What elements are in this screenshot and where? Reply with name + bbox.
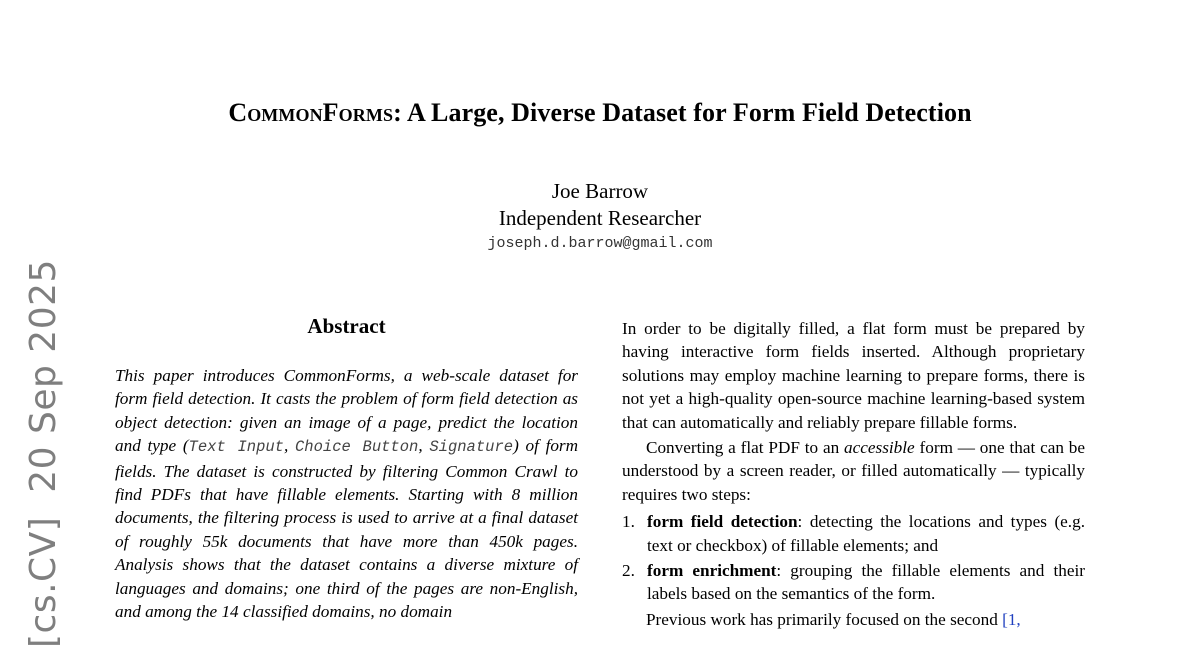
intro-p2-text-a: Converting a flat PDF to an: [646, 438, 845, 458]
citation-link[interactable]: [1,: [1002, 609, 1021, 629]
title-rest: : A Large, Diverse Dataset for Form Field Detection: [393, 98, 972, 127]
author-block: [0, 178, 1200, 254]
steps-list: [622, 510, 1085, 606]
intro-p3-text: Previous work has primarily focused on the second: [646, 609, 1003, 629]
intro-paragraph-3: [622, 608, 1085, 631]
arxiv-stamp: [22, 259, 66, 648]
list-item-number: 2.: [622, 561, 635, 581]
abstract-heading: Abstract: [307, 314, 386, 338]
list-item-term: form enrichment: [647, 561, 777, 581]
abstract-body: [115, 364, 578, 623]
abstract-text-1: This paper introduces CommonForms, a web-scale dataset for form field detection. It casts the problem of form field detection as object detection: given an image of a page, predict the location and type (: [115, 366, 578, 456]
intro-paragraph-1: In order to be digitally filled, a flat form must be prepared by having interactive form fields inserted. Although proprietary solutions may employ machine learning to prepare forms, there is not yet a high-quality open-source machine learning-based system that can automatically and reliably prepare fillable forms.: [622, 319, 1085, 432]
list-item: [622, 559, 1085, 606]
abstract-separator: ,: [418, 436, 430, 456]
list-item-description: : detecting the locations and types (e.g. text or checkbox) of fillable elements; and: [647, 512, 1085, 555]
field-type-text-input: Text Input: [188, 438, 284, 457]
abstract-separator: ,: [283, 436, 295, 456]
list-item: [622, 510, 1085, 557]
title-dataset-name: CommonForms: [228, 98, 394, 127]
list-item-number: 1.: [622, 512, 635, 532]
field-type-choice-button: Choice Button: [295, 438, 419, 457]
introduction-column: [622, 317, 1085, 631]
field-type-signature: Signature: [429, 438, 514, 457]
intro-paragraph-2: [622, 436, 1085, 506]
arxiv-date: 20 Sep 2025: [23, 259, 64, 493]
abstract-text-2: ) of form fields. The dataset is constructed by filtering Common Crawl to find PDFs that have fillable elements. Starting with 8 million documents, the filtering process is used to arrive at a final dataset of roughly 55k documents that have more than 450k pages. Analysis shows that the dataset contains a diverse mixture of languages and domains; one third of the pages are non-English, and among the 14 classified domains, no domain: [115, 436, 579, 622]
list-item-term: form field detection: [647, 512, 798, 532]
list-item-description: : grouping the fillable elements and their labels based on the semantics of the form.: [647, 561, 1085, 604]
author-name: Joe Barrow: [551, 179, 649, 203]
author-affiliation: Independent Researcher: [498, 206, 702, 230]
intro-p2-emphasis: accessible: [844, 438, 915, 458]
intro-p2-text-b: form — one that can be understood by a screen reader, or filled automatically — typically requires two steps:: [622, 438, 1085, 504]
arxiv-category: [cs.CV]: [23, 516, 64, 648]
paper-title: [0, 98, 1200, 128]
author-email: joseph.d.barrow@gmail.com: [487, 235, 713, 252]
